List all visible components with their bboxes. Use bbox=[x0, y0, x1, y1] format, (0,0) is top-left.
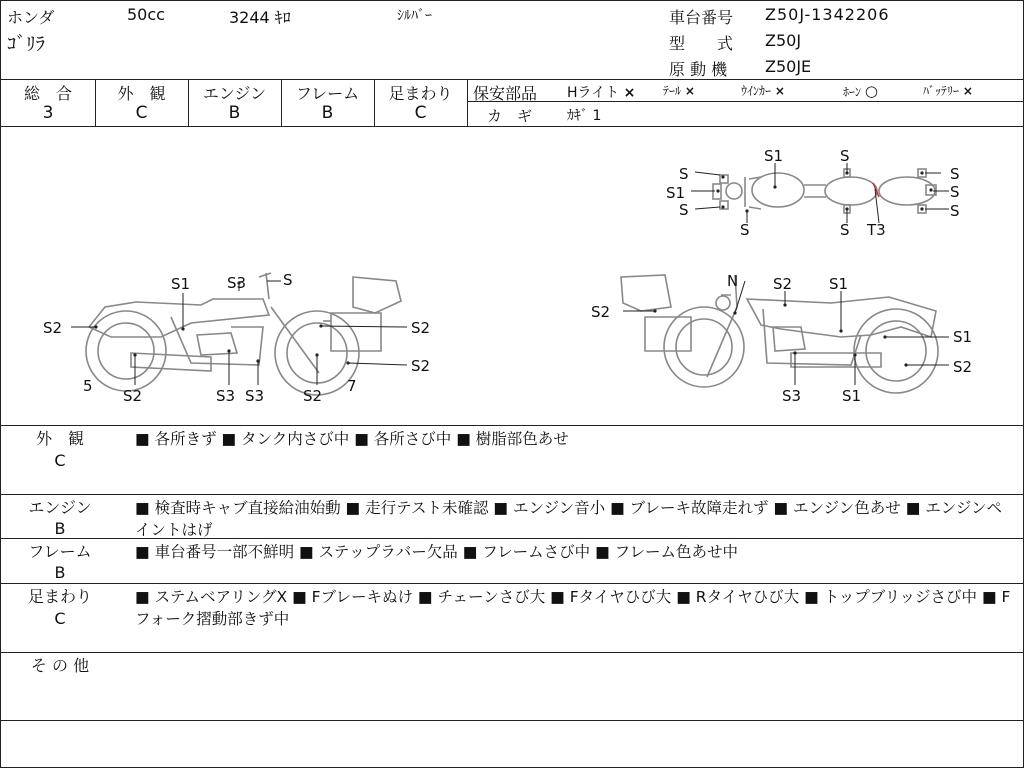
maker: ホンダ bbox=[7, 8, 55, 27]
section-exterior-grade: C bbox=[54, 451, 66, 470]
top-label: S bbox=[679, 201, 689, 219]
left-label: 5 bbox=[83, 377, 93, 395]
model-name: ｺﾞﾘﾗ bbox=[7, 33, 46, 55]
right-label: N bbox=[727, 272, 739, 290]
left-label: S2 bbox=[411, 319, 431, 337]
left-label: 7 bbox=[347, 377, 357, 395]
top-label: S bbox=[950, 183, 960, 201]
top-label: S bbox=[840, 147, 850, 165]
top-label: S bbox=[950, 202, 960, 220]
grade-frame-label: フレーム bbox=[295, 84, 360, 103]
top-label: S bbox=[840, 221, 850, 239]
grade-suspension-value: C bbox=[414, 103, 427, 123]
engine-value: Z50JE bbox=[765, 57, 812, 76]
displacement: 50cc bbox=[127, 5, 165, 24]
top-label: S bbox=[950, 165, 960, 183]
grade-overall-value: 3 bbox=[42, 103, 54, 123]
safety-label: 保安部品 bbox=[473, 84, 538, 103]
top-label: T3 bbox=[867, 221, 886, 239]
divider bbox=[467, 79, 468, 126]
section-exterior-label: 外 観 bbox=[35, 429, 84, 448]
left-label: S2 bbox=[411, 357, 431, 375]
grade-exterior-value: C bbox=[135, 103, 148, 123]
section-engine-text: ■ 検査時キャブ直接給油始動 ■ 走行テスト未確認 ■ エンジン音小 ■ ブレーキ故障走れず ■ エンジン色あせ ■ エンジンペイントはげ bbox=[135, 499, 1003, 539]
color: ｼﾙﾊﾞｰ bbox=[397, 8, 432, 24]
section-engine-label: エンジン bbox=[28, 498, 92, 517]
right-label: S2 bbox=[773, 275, 793, 293]
mileage: 3244 ｷﾛ bbox=[229, 8, 291, 27]
safety-item: ｳｲﾝｶｰ × bbox=[741, 84, 785, 98]
section-frame-text: ■ 車台番号一部不鮮明 ■ ステップラバー欠品 ■ フレームさび中 ■ フレーム色あせ中 bbox=[135, 543, 739, 561]
right-label: S1 bbox=[829, 275, 849, 293]
safety-item: ﾎｰﾝ ○ bbox=[843, 82, 878, 100]
divider bbox=[1, 652, 1023, 653]
top-label: S bbox=[740, 221, 750, 239]
grade-suspension-label: 足まわり bbox=[388, 84, 453, 103]
type-value: Z50J bbox=[765, 31, 802, 50]
left-label: S bbox=[283, 271, 293, 289]
divider bbox=[1, 425, 1023, 426]
frame-no: Z50J-1342206 bbox=[765, 5, 890, 24]
left-label: S3 bbox=[216, 387, 236, 405]
left-label: S1 bbox=[171, 275, 191, 293]
left-label: S2 bbox=[43, 319, 63, 337]
divider bbox=[1, 720, 1023, 721]
section-suspension-label: 足まわり bbox=[27, 587, 92, 606]
section-suspension-grade: C bbox=[54, 609, 66, 628]
section-suspension-text: ■ ステムベアリングX ■ Fブレーキぬけ ■ チェーンさび大 ■ Fタイヤひび大 ■ Rタイヤひび大 ■ トップブリッジさび中 ■ Fフォーク摺動部きず中 bbox=[135, 588, 1011, 628]
section-frame-grade: B bbox=[54, 563, 66, 582]
section-exterior-text: ■ 各所きず ■ タンク内さび中 ■ 各所さび中 ■ 樹脂部色あせ bbox=[135, 430, 569, 448]
right-label: S1 bbox=[842, 387, 862, 405]
safety-item: Hライト × bbox=[567, 85, 636, 101]
grade-exterior-label: 外 観 bbox=[117, 84, 166, 103]
frame-no-label: 車台番号 bbox=[669, 8, 734, 27]
top-view-bike bbox=[713, 169, 936, 213]
marker-dots bbox=[94, 171, 932, 366]
engine-label: 原 動 機 bbox=[669, 60, 728, 79]
top-label: S1 bbox=[666, 184, 686, 202]
section-frame-label: フレーム bbox=[28, 542, 92, 561]
top-label: S bbox=[679, 165, 689, 183]
left-label: S3 bbox=[227, 274, 247, 292]
divider bbox=[1, 494, 1023, 495]
section-other-label: そ の 他 bbox=[30, 656, 90, 675]
right-label: S2 bbox=[591, 303, 611, 321]
right-label: S1 bbox=[953, 328, 973, 346]
grade-overall-label: 総 合 bbox=[23, 84, 72, 103]
top-label: S1 bbox=[764, 147, 784, 165]
left-label: S2 bbox=[123, 387, 143, 405]
left-label: S3 bbox=[245, 387, 265, 405]
divider bbox=[467, 101, 1023, 102]
divider bbox=[1, 583, 1023, 584]
type-label: 型 式 bbox=[669, 34, 734, 53]
section-engine-grade: B bbox=[54, 519, 66, 538]
safety-item: ﾃｰﾙ × bbox=[663, 84, 695, 98]
key-label: カ ギ bbox=[487, 107, 533, 125]
grade-engine-label: エンジン bbox=[202, 84, 267, 103]
right-label: S2 bbox=[953, 358, 973, 376]
right-label: S3 bbox=[782, 387, 802, 405]
grade-frame-value: B bbox=[321, 103, 334, 123]
safety-item: ﾊﾞｯﾃﾘｰ × bbox=[923, 84, 973, 98]
divider bbox=[1, 79, 1023, 80]
key-value: ｶｷﾞ 1 bbox=[567, 108, 602, 124]
damage-diagram bbox=[1, 127, 1023, 425]
grade-engine-value: B bbox=[228, 103, 241, 123]
left-label: S2 bbox=[303, 387, 323, 405]
